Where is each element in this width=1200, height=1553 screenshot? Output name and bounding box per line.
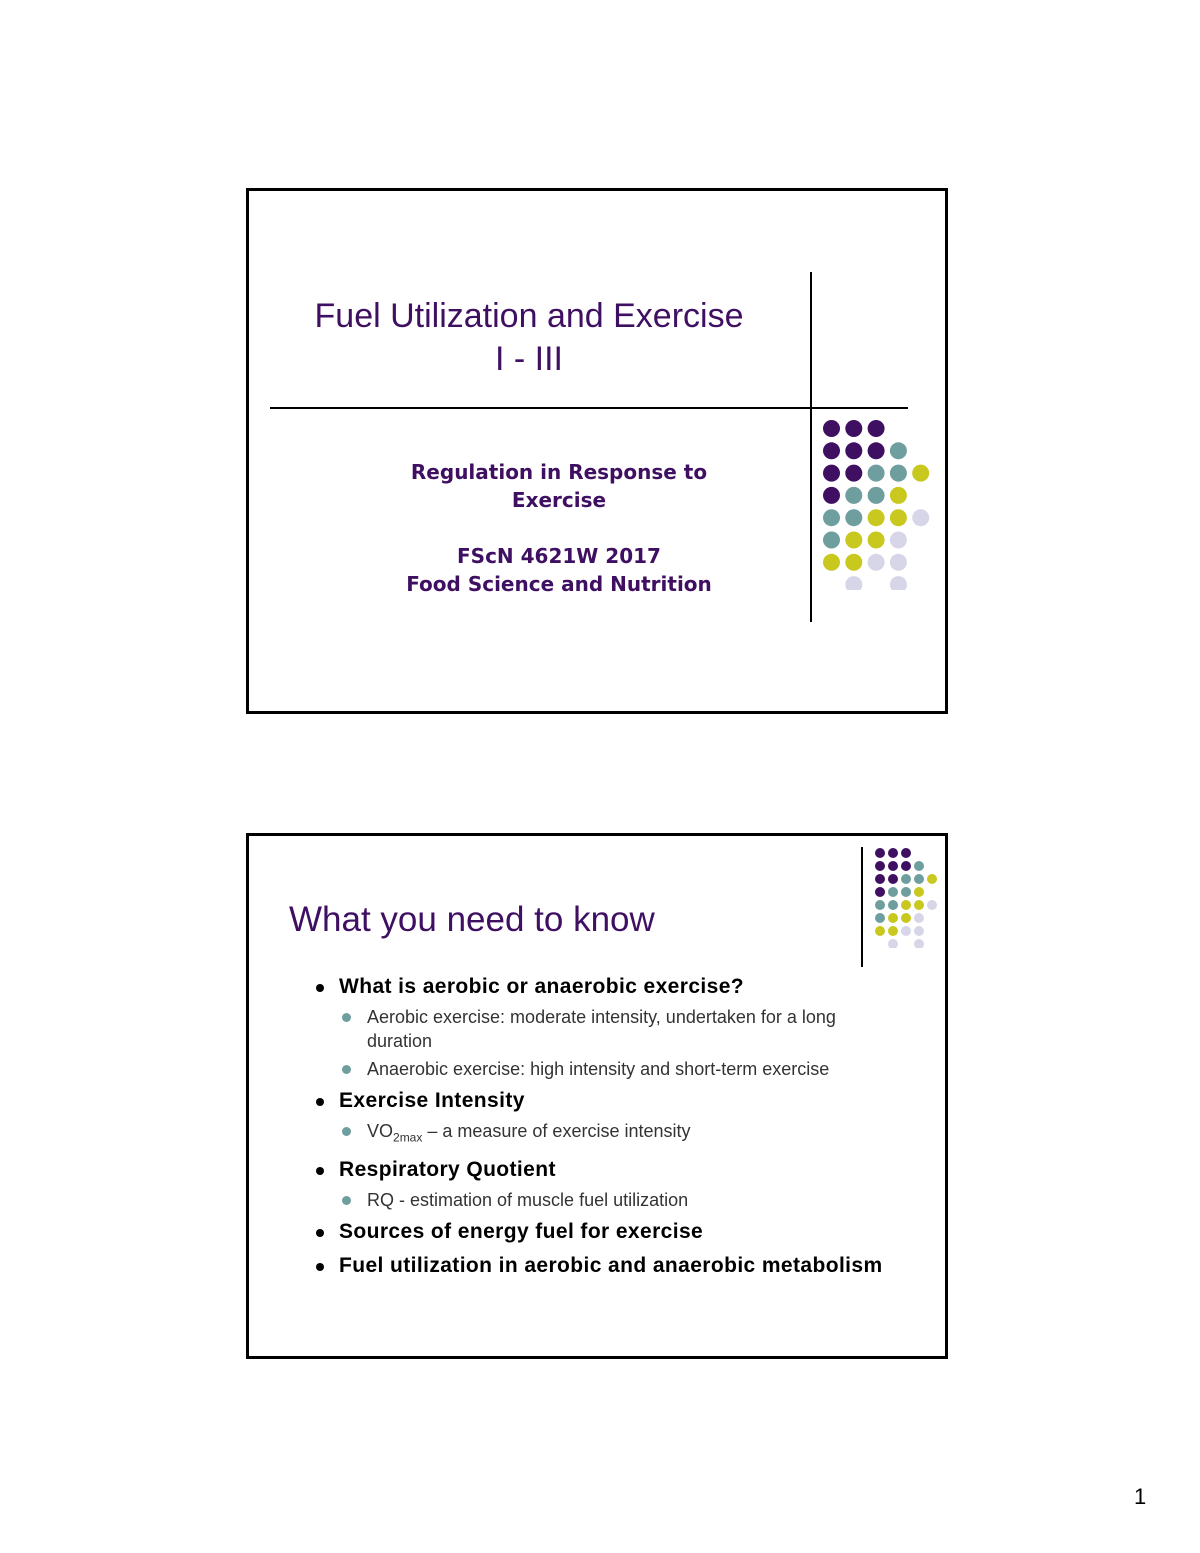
decorative-dot (888, 900, 898, 910)
sub-bullet-item: Anaerobic exercise: high intensity and short-term exercise (313, 1057, 893, 1081)
decorative-dot (888, 926, 898, 936)
decorative-dot (823, 420, 840, 437)
decorative-dot (901, 848, 911, 858)
decorative-dot (868, 465, 885, 482)
slide-2 (246, 833, 948, 1359)
decorative-dot (823, 509, 840, 526)
decorative-dot (914, 913, 924, 923)
bullet-item: What is aerobic or anaerobic exercise? (313, 973, 893, 1001)
decorative-dot (901, 874, 911, 884)
decorative-dot (890, 465, 907, 482)
department-name: Food Science and Nutrition (406, 572, 712, 596)
decorative-dot (890, 442, 907, 459)
decorative-dot-grid (875, 848, 945, 948)
course-code: FScN 4621W 2017 (457, 544, 661, 568)
slide-1 (246, 188, 948, 714)
decorative-dot (890, 509, 907, 526)
decorative-dot (875, 861, 885, 871)
bullet-item: Sources of energy fuel for exercise (313, 1218, 893, 1246)
decorative-dot (888, 887, 898, 897)
decorative-dot (888, 913, 898, 923)
page-number: 1 (1134, 1484, 1147, 1509)
decorative-dot (875, 874, 885, 884)
decorative-dot (875, 900, 885, 910)
decorative-dot (901, 861, 911, 871)
vo2-subscript: 2max (393, 1130, 423, 1145)
decorative-dot (888, 939, 898, 948)
decorative-dot (823, 554, 840, 571)
decorative-dot (845, 465, 862, 482)
vo2-description: – a measure of exercise intensity (422, 1121, 691, 1141)
decorative-dot (914, 926, 924, 936)
decorative-dot (868, 487, 885, 504)
decorative-dot (875, 887, 885, 897)
decorative-dot (901, 926, 911, 936)
horizontal-divider (270, 407, 908, 409)
decorative-dot (912, 465, 929, 482)
decorative-dot (845, 509, 862, 526)
decorative-dot (890, 487, 907, 504)
decorative-dot (901, 900, 911, 910)
decorative-dot (845, 576, 862, 590)
decorative-dot (890, 532, 907, 549)
decorative-dot (914, 900, 924, 910)
decorative-dot (927, 874, 937, 884)
decorative-dot (823, 532, 840, 549)
bullet-list (313, 967, 893, 1280)
bullet-item: Exercise Intensity (313, 1087, 893, 1115)
decorative-dot (823, 465, 840, 482)
sub-bullet-item (313, 1119, 893, 1150)
subtitle-line-2: Exercise (511, 488, 607, 512)
decorative-dot (914, 861, 924, 871)
decorative-dot (888, 874, 898, 884)
decorative-dot (875, 913, 885, 923)
decorative-dot (888, 861, 898, 871)
decorative-dot (914, 939, 924, 948)
slide-1-subtitle (379, 458, 739, 598)
slide-1-title-line-2: I - III (495, 340, 563, 378)
decorative-dot (875, 848, 885, 858)
decorative-dot (914, 887, 924, 897)
decorative-dot (823, 487, 840, 504)
sub-bullet-item: RQ - estimation of muscle fuel utilization (313, 1188, 893, 1212)
bullet-item: Fuel utilization in aerobic and anaerobic metabolism (313, 1252, 893, 1280)
decorative-dot (875, 926, 885, 936)
decorative-dot (845, 442, 862, 459)
decorative-dot (845, 532, 862, 549)
decorative-dot-grid (823, 420, 943, 590)
decorative-dot (927, 900, 937, 910)
slide-2-title: What you need to know (289, 900, 655, 939)
vo2-symbol: VO (367, 1121, 394, 1141)
decorative-dot (868, 420, 885, 437)
decorative-dot (868, 442, 885, 459)
bullet-item: Respiratory Quotient (313, 1156, 893, 1184)
decorative-dot (845, 554, 862, 571)
decorative-dot (845, 487, 862, 504)
slide-1-title (279, 295, 779, 381)
decorative-dot (845, 420, 862, 437)
decorative-dot (868, 532, 885, 549)
decorative-dot (868, 509, 885, 526)
slide-1-title-line-1: Fuel Utilization and Exercise (314, 297, 744, 335)
sub-bullet-item: Aerobic exercise: moderate intensity, undertaken for a long duration (313, 1005, 893, 1053)
decorative-dot (912, 509, 929, 526)
decorative-dot (914, 874, 924, 884)
vertical-divider (810, 272, 812, 622)
vertical-divider (861, 847, 863, 967)
decorative-dot (901, 913, 911, 923)
decorative-dot (823, 442, 840, 459)
decorative-dot (901, 887, 911, 897)
decorative-dot (890, 554, 907, 571)
decorative-dot (888, 848, 898, 858)
decorative-dot (868, 554, 885, 571)
subtitle-line-1: Regulation in Response to (410, 460, 708, 484)
decorative-dot (890, 576, 907, 590)
